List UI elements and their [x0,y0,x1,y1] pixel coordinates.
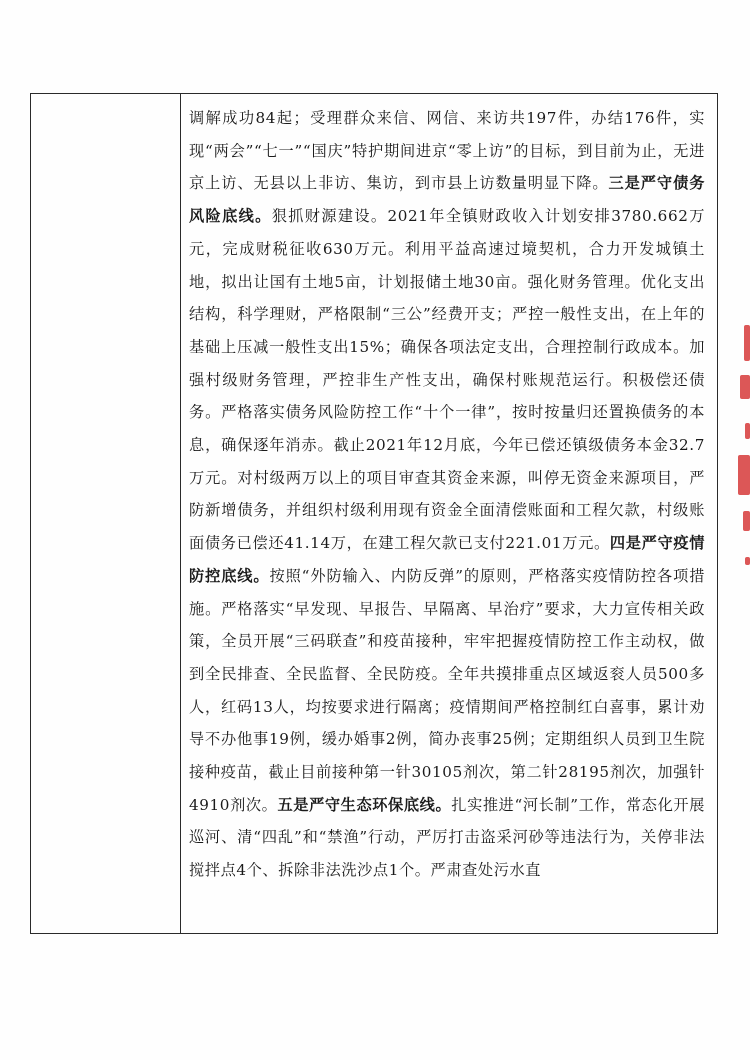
text-run-6: 五是严守生态环保底线。 [277,795,452,814]
table-content-cell [181,94,717,933]
table-label-cell [31,94,181,933]
text-run-4: 四是严守疫情防控底线。 [189,534,705,585]
body-paragraph [189,102,705,887]
text-run-2: 三是严守债务风险底线。 [189,174,705,226]
content-table [30,93,718,934]
text-run-3: 狠抓财源建设。2021年全镇财政收入计划安排3780.662万元，完成财税征收630万元。利用平益高速过境契机，合力开发城镇土地，拟出让国有土地5亩，计划报储土地30亩。强化财务管理。优化支出结构，科学理财，严格限制“三公”经费开支；严控一般性支出，在上年的基础上压减一般性支出15%；确保各项法定支出，合理控制行政成本。加强村级财务管理，严控非生产性支出，确保村账规范运行。积极偿还债务。严格落实债务风险防控工作“十个一律”，按时按量归还置换债务的本息，确保逐年消赤。截止2021年12月底，今年已偿还镇级债务本金32.7万元。对村级两万以上的项目审查其资金来源，叫停无资金来源项目，严防新增债务，并组织村级利用现有资金全面清偿账面和工程欠款，村级账面债务已偿还41.14万，在建工程欠款已支付221.01万元。 [189,207,706,553]
text-run-1: 调解成功84起；受理群众来信、网信、来访共197件，办结176件，实现“两会”“七一”“国庆”特护期间进京“零上访”的目标，到目前为止，无进京上访、无县以上非访、集访，到市县上访数量明显下降。 [189,109,705,193]
text-run-7: 扎实推进“河长制”工作，常态化开展巡河、清“四乱”和“禁渔”行动，严厉打击盗采河砂等违法行为，关停非法搅拌点4个、拆除非法洗沙点1个。严肃查处污水直 [189,795,705,880]
seal-stamp-fragment [736,305,750,605]
text-run-5: 按照“外防输入、内防反弹”的原则，严格落实疫情防控各项措施。严格落实“早发现、早报告、早隔离、早治疗”要求，大力宣传相关政策，全员开展“三码联查”和疫苗接种，牢牢把握疫情防控工作主动权，做到全民排查、全民监督、全民防疫。全年共摸排重点区域返衮人员500多人，红码13人，均按要求进行隔离；疫情期间严格控制红白喜事，累计劝导不办他事19例，缓办婚事2例，简办丧事25例；定期组织人员到卫生院接种疫苗，截止目前接种第一针30105剂次，第二针28195剂次，加强针4910剂次。 [189,566,705,814]
